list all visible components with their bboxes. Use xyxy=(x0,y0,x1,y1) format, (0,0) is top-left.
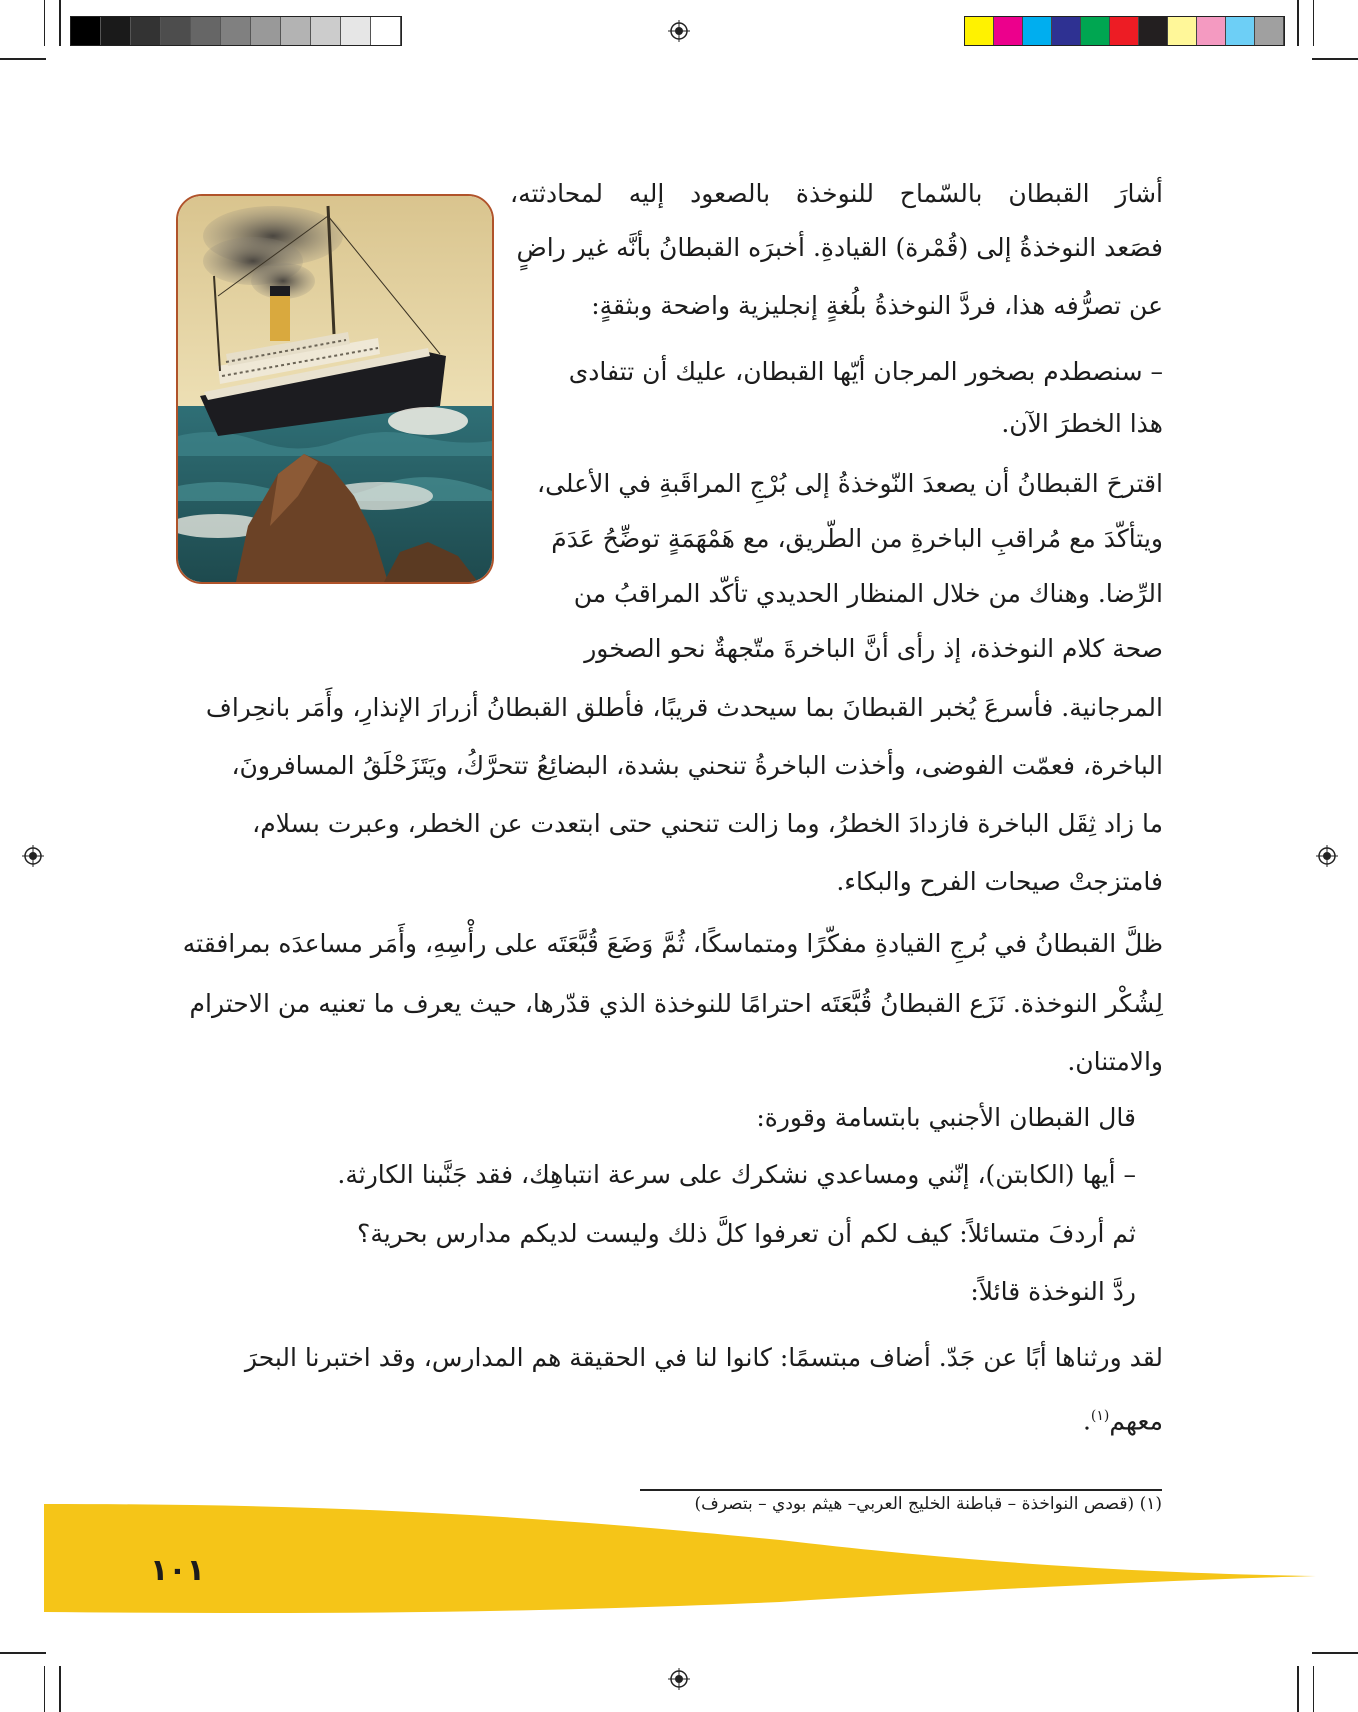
period: . xyxy=(1082,1406,1091,1436)
paragraph-line: ردَّ النوخذة قائلاً: xyxy=(970,1277,1136,1306)
paragraph-line: والامتنان. xyxy=(1067,1047,1163,1076)
paragraph-line: هذا الخطرَ الآن. xyxy=(1001,409,1163,438)
paragraph-line: – سنصطدم بصخور المرجان أيّها القبطان، عليك أن تتفادى xyxy=(568,357,1163,386)
footnote: (١) (قصص النواخذة – قباطنة الخليج العربي– هيثم بودي – بتصرف) xyxy=(694,1494,1162,1514)
paragraph-line: عن تصرُّفه هذا، فردَّ النوخذةُ بلُغةٍ إنجليزية واضحة وبثقةٍ: xyxy=(591,291,1163,320)
paragraph-line: ثم أردفَ متسائلاً: كيف لكم أن تعرفوا كلَّ ذلك وليست لديكم مدارس بحرية؟ xyxy=(357,1219,1136,1248)
paragraph-line: الباخرة، فعمّت الفوضى، وأخذت الباخرةُ تنحني بشدة، البضائِعُ تتحرَّكُ، ويَتَزَحْلَقُ المسافرونَ، xyxy=(231,751,1163,780)
paragraph-line: ويتأكّدَ مع مُراقبِ الباخرةِ من الطّريق، مع هَمْهَمَةٍ توضِّحُ عَدَمَ xyxy=(551,524,1163,553)
footnote-marker: (١) xyxy=(1090,1408,1110,1424)
paragraph-line: صحة كلام النوخذة، إذ رأى أنَّ الباخرةَ متّجهةٌ نحو الصخور xyxy=(584,634,1163,663)
paragraph-line: لقد ورثناها أبًا عن جَدّ. أضاف مبتسمًا: كانوا لنا في الحقيقة هم المدارس، وقد اختبرنا البحرَ xyxy=(244,1343,1163,1372)
last-word: معهم xyxy=(1109,1406,1163,1436)
paragraph-line: ظلَّ القبطانُ في بُرجِ القيادةِ مفكّرًا ومتماسكًا، ثُمَّ وَضَعَ قُبَّعَتَه على رأْسِهِ، وأَمَر مساعدَه بمرافقته xyxy=(182,929,1163,958)
paragraph-line: فامتزجتْ صيحات الفرح والبكاء. xyxy=(836,867,1163,896)
paragraph-line: فصَعد النوخذةُ إلى (قُمْرة) القيادةِ. أخبرَه القبطانُ بأنَّه غير راضٍ xyxy=(516,233,1163,262)
paragraph-line: اقترحَ القبطانُ أن يصعدَ النّوخذةُ إلى بُرْجِ المراقَبةِ في الأعلى، xyxy=(537,469,1163,498)
paragraph-line: المرجانية. فأسرعَ يُخبر القبطانَ بما سيحدث قريبًا، فأطلق القبطانُ أزرارَ الإنذارِ، وأَمَر بانحِراف xyxy=(205,693,1163,722)
paragraph-line: ما زاد ثِقَل الباخرة فازدادَ الخطرُ، وما زالت تنحني حتى ابتعدت عن الخطر، وعبرت بسلام، xyxy=(252,809,1163,838)
paragraph-line: قال القبطان الأجنبي بابتسامة وقورة: xyxy=(756,1103,1136,1132)
paragraph-line: لِشُكْر النوخذة. نَزَع القبطانُ قُبَّعَتَه احترامًا للنوخذة الذي قدّرها، حيث يعرف ما تعنيه من الاحترام xyxy=(189,989,1163,1018)
paragraph-line: – أيها (الكابتن)، إنّني ومساعدي نشكرك على سرعة انتباهِك، فقد جَنَّبنا الكارثة. xyxy=(337,1160,1136,1189)
paragraph-line: أشارَ القبطان بالسّماح للنوخذة بالصعود إليه لمحادثته، xyxy=(510,179,1163,208)
page-number: ١٠١ xyxy=(150,1553,205,1588)
paragraph-line: الرِّضا. وهناك من خلال المنظار الحديدي تأكّد المراقبُ من xyxy=(573,579,1163,608)
